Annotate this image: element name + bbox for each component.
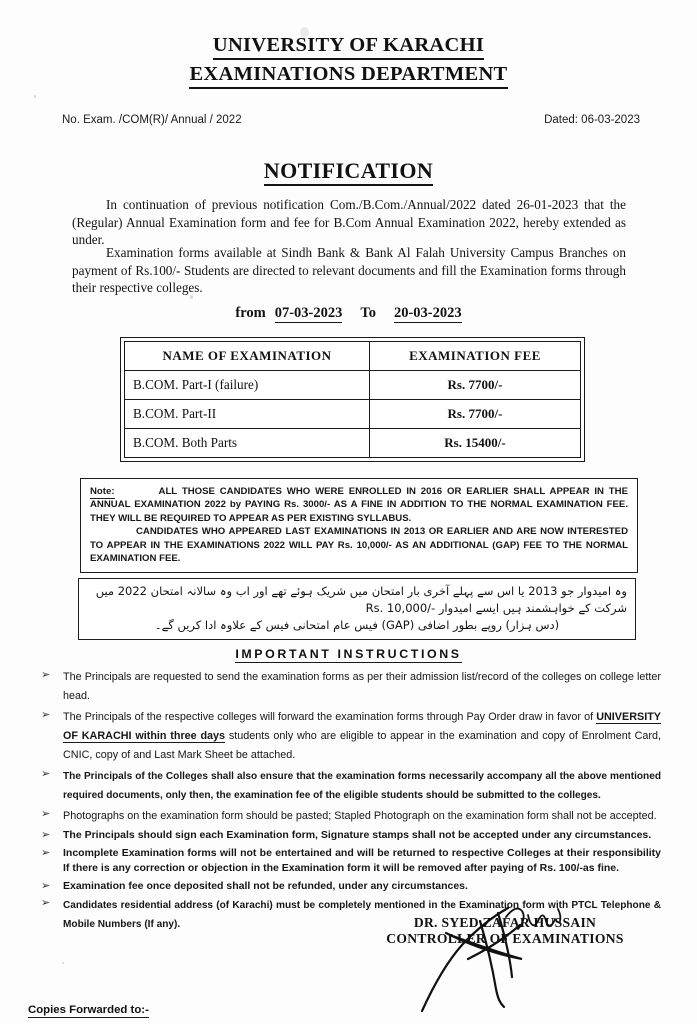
note-box bbox=[80, 478, 638, 573]
fee-table bbox=[124, 341, 581, 458]
note-label: Note: bbox=[90, 486, 115, 497]
instruction-text: Candidates residential address (of Karachi) must be completely mentioned in the Examination form with PTCL Telephone & Mobile Numbers (If any). bbox=[63, 900, 661, 930]
table-row bbox=[125, 429, 581, 458]
instruction-text-pre: The Principals of the respective colleges will forward the examination forms through Pay Order draw in favor of bbox=[63, 711, 597, 723]
copies-forwarded-label bbox=[28, 1004, 149, 1016]
date-range-line bbox=[0, 305, 697, 322]
list-item bbox=[41, 767, 661, 805]
university-name: UNIVERSITY OF KARACHI bbox=[213, 33, 484, 60]
note-paragraph-1 bbox=[90, 485, 628, 525]
list-item bbox=[41, 807, 661, 826]
instruction-text: The Principals should sign each Examination form, Signature stamps shall not be accepted under any circumstances. bbox=[63, 829, 652, 841]
signatory-name: DR. SYED ZAFAR HUSSAIN bbox=[413, 915, 597, 930]
note-text-2: CANDIDATES WHO APPEARED LAST EXAMINATIONS IN 2013 OR EARLIER AND ARE NOW INTERESTED TO APPEAR IN THE EXAMINATIONS 2022 WILL PAY Rs. 10,000/- AS AN ADDITIONAL (GAP) FEE TO THE NORMAL EXAMINATION FEE. bbox=[90, 526, 628, 565]
instructions-list bbox=[41, 668, 661, 936]
notification-paragraph-2 bbox=[72, 244, 626, 297]
scan-speck bbox=[62, 962, 64, 964]
instruction-text: The Principals of the Colleges shall also ensure that the examination forms necessarily accompany all the above mentioned required documents, only then, the examination fee of the eligible students should be submitted to the colleges. bbox=[63, 771, 661, 801]
document-date: Dated: 06-03-2023 bbox=[544, 114, 640, 126]
reference-row bbox=[62, 114, 640, 126]
instruction-text: Incomplete Examination forms will not be entertained and will be returned to respective Colleges at their responsibility If there is any correction or objection in the Examination form it will be removed after paying of Rs. 100/-as fine. bbox=[63, 846, 661, 874]
arrow-bullet-icon: ➢ bbox=[41, 768, 51, 780]
table-row bbox=[125, 371, 581, 400]
notification-paragraph-1 bbox=[72, 196, 626, 249]
department-name: EXAMINATIONS DEPARTMENT bbox=[189, 62, 507, 89]
note-text-1: ALL THOSE CANDIDATES WHO WERE ENROLLED IN 2016 OR EARLIER SHALL APPEAR IN THE ANNUAL EXAMINATION 2022 by PAYING Rs. 3000/- AS A FINE IN ADDITION TO THE NORMAL EXAMINATION FEE. THEY WILL BE REQUIRED TO APPEAR AS PER EXISTING SYLLABUS. bbox=[90, 486, 628, 524]
paragraph-2-text: Examination forms available at Sindh Bank & Bank Al Falah University Campus Branches on payment of Rs.100/- Students are directed to relevant documents and fill the Examination forms through their respective colleges. bbox=[72, 245, 626, 295]
list-item bbox=[41, 708, 661, 765]
header-examination-fee: EXAMINATION FEE bbox=[370, 342, 581, 371]
list-item bbox=[41, 879, 661, 895]
arrow-bullet-icon: ➢ bbox=[41, 829, 51, 841]
instructions-heading bbox=[0, 645, 697, 663]
instruction-text-underlined: UNIVERSITY OF KARACHI within three days bbox=[63, 711, 661, 742]
exam-fee-cell: Rs. 15400/- bbox=[370, 429, 581, 458]
arrow-bullet-icon: ➢ bbox=[41, 846, 51, 859]
page-title bbox=[0, 158, 697, 184]
from-label: from bbox=[235, 305, 266, 321]
arrow-bullet-icon: ➢ bbox=[41, 897, 51, 909]
arrow-bullet-icon: ➢ bbox=[41, 709, 51, 721]
note-paragraph-2 bbox=[90, 525, 628, 565]
exam-fee-cell: Rs. 7700/- bbox=[370, 371, 581, 400]
signature-block bbox=[350, 915, 660, 947]
copies-forwarded-text: Copies Forwarded to:- bbox=[28, 1004, 149, 1016]
notification-heading: NOTIFICATION bbox=[264, 158, 433, 186]
exam-fee-cell: Rs. 7700/- bbox=[370, 400, 581, 429]
instruction-text: The Principals are requested to send the examination forms as per their admission list/record of the colleges on college letter head. bbox=[63, 671, 661, 702]
table-header-row bbox=[125, 342, 581, 371]
instruction-text: Examination fee once deposited shall not be refunded, under any circumstances. bbox=[63, 879, 468, 892]
signatory-designation: CONTROLLER OF EXAMINATIONS bbox=[386, 931, 624, 946]
arrow-bullet-icon: ➢ bbox=[41, 808, 51, 820]
urdu-line-2: (دس ہزار) روپے بطور اضافی (GAP) فیس عام امتحانی فیس کے علاوہ ادا کریں گے۔ bbox=[154, 618, 560, 632]
fee-table-container bbox=[120, 337, 585, 462]
instructions-heading-text: IMPORTANT INSTRUCTIONS bbox=[235, 647, 462, 661]
to-label: To bbox=[360, 305, 376, 321]
list-item bbox=[41, 828, 661, 844]
letterhead bbox=[0, 33, 697, 89]
instruction-text-post: students only who are eligible to appear in the examination and copy of Enrolment Card, CNIC, copy of and Last Mark Sheet be attached. bbox=[63, 730, 661, 761]
exam-name-cell: B.COM. Part-II bbox=[125, 400, 370, 429]
urdu-note-box bbox=[78, 578, 636, 640]
scan-speck bbox=[34, 95, 36, 98]
list-item bbox=[41, 846, 661, 877]
arrow-bullet-icon: ➢ bbox=[41, 879, 51, 892]
table-row bbox=[125, 400, 581, 429]
from-date: 07-03-2023 bbox=[274, 305, 343, 321]
header-name-of-examination: NAME OF EXAMINATION bbox=[125, 342, 370, 371]
exam-name-cell: B.COM. Both Parts bbox=[125, 429, 370, 458]
instruction-text: Photographs on the examination form should be pasted; Stapled Photograph on the examination form shall not be accepted. bbox=[63, 810, 657, 822]
exam-name-cell: B.COM. Part-I (failure) bbox=[125, 371, 370, 400]
paragraph-1-text: In continuation of previous notification Com./B.Com./Annual/2022 dated 26-01-2023 that the (Regular) Annual Examination form and fee for B.Com Annual Examination 2022, hereby extended as under. bbox=[72, 197, 626, 247]
list-item bbox=[41, 668, 661, 706]
instruction-text bbox=[63, 708, 661, 765]
to-date: 20-03-2023 bbox=[393, 305, 462, 321]
reference-number: No. Exam. /COM(R)/ Annual / 2022 bbox=[62, 114, 242, 126]
urdu-line-1: وہ امیدوار جو 2013 یا اس سے پہلے آخری بار امتحان میں شریک ہوئے تھے اور اب وہ سالانہ امتحان 2022 میں شرکت کے خواہشمند ہیں ایسے امیدوار -/Rs. 10,000 bbox=[95, 584, 627, 615]
arrow-bullet-icon: ➢ bbox=[41, 669, 51, 681]
